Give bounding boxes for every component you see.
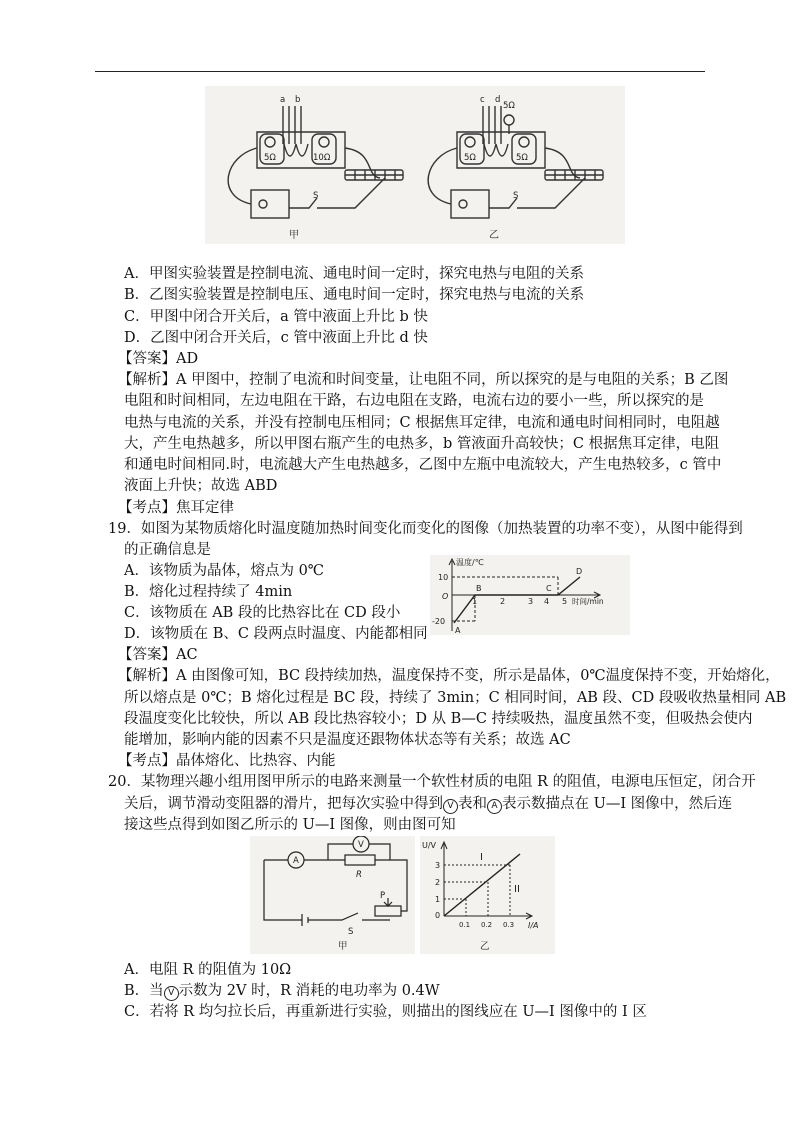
ui-origin: 0 (435, 911, 441, 920)
q18-analysis-line: 液面上升快；故选 ABD (124, 478, 278, 494)
melting-point-b: B (476, 584, 482, 593)
left-caption: 甲 (289, 230, 299, 241)
ui-ytick: 3 (435, 861, 441, 870)
circuit-switch-label: S (348, 927, 354, 937)
circuit-ammeter-label: A (293, 856, 299, 866)
ui-region-i: I (480, 852, 483, 863)
q19-analysis-line: 【解析】A 由图像可知，BC 段持续加热，温度保持不变，所示是晶体，0℃温度保持不变，开始熔化， (118, 668, 780, 684)
circuit-diagram (250, 836, 415, 954)
q19-analysis-line: 段温度变化比较快，所以 AB 段比热容较小；D 从 B—C 持续吸热，温度虽然不变，但吸热会使内 (124, 711, 753, 727)
ui-ytick: 1 (435, 895, 441, 904)
melting-xtick: 2 (500, 597, 506, 606)
circuit-slider-label: P (380, 891, 386, 901)
left-r1-label: 5Ω (264, 153, 276, 163)
q18-analysis-line: 大，产生电热越多，所以甲图右瓶产生的电热多，b 管液面升高较快；C 根据焦耳定律，电阻 (124, 436, 720, 452)
q18-analysis-line: 【解析】A 甲图中，控制了电流和时间变量，让电阻不同，所以探究的是与电阻的关系；B 乙图 (118, 372, 729, 388)
q19-option-b: B．熔化过程持续了 4min (124, 584, 293, 600)
melting-xtick: 1 (472, 597, 478, 606)
q18-option-d: D．乙图中闭合开关后，c 管中液面上升比 d 快 (124, 330, 428, 346)
q20-stem-part: 表示数描点在 U—I 图像中，然后连 (502, 796, 733, 812)
right-caption: 乙 (489, 230, 499, 241)
q19-analysis-line: 所以熔点是 0℃；B 熔化过程是 BC 段，持续了 3min；C 相同时间，AB 段、CD 段吸收热量相同 AB (124, 690, 787, 706)
ui-xlabel: I/A (528, 921, 539, 930)
tube-label-d: d (495, 95, 501, 105)
q19-point: 【考点】晶体熔化、比热容、内能 (118, 753, 336, 769)
q19-stem: 的正确信息是 (124, 542, 211, 558)
melting-xtick: 4 (544, 597, 550, 606)
melting-point-d: D (576, 567, 583, 576)
q19-option-d: D．该物质在 B、C 段两点时温度、内能都相同 (124, 626, 428, 642)
q18-option-c: C．甲图中闭合开关后，a 管中液面上升比 b 快 (124, 309, 428, 325)
ui-ytick: 2 (435, 878, 441, 887)
tube-label-a: a (280, 95, 286, 105)
q20-stem (124, 794, 732, 815)
q19-answer: 【答案】AC (118, 647, 198, 663)
melting-xtick: 5 (562, 597, 568, 606)
melting-point-c: C (546, 584, 552, 593)
tube-label-c: c (480, 95, 485, 105)
q19-analysis-line: 能增加，影响内能的因素不只是温度还跟物体状态等有关系；故选 AC (124, 732, 571, 748)
q20-option-b-part: B．当 (124, 983, 164, 999)
q20-option-a: A．电阻 R 的阻值为 10Ω (124, 962, 292, 978)
circuit-caption: 甲 (338, 941, 348, 952)
right-r1-label: 5Ω (464, 153, 476, 163)
right-r2-label: 5Ω (516, 153, 528, 163)
right-switch-label: S (513, 191, 519, 201)
melting-point-a: A (455, 626, 461, 635)
ui-region-ii: II (514, 884, 520, 895)
melting-graph (430, 555, 630, 635)
q19-option-a: A．该物质为晶体，熔点为 0℃ (124, 563, 325, 579)
q18-option-a: A．甲图实验装置是控制电流、通电时间一定时，探究电热与电阻的关系 (124, 266, 584, 282)
q18-analysis-line: 和通电时间相同.时，电流越大产生电热越多，乙图中左瓶中电流较大，产生电热较多，c 管中 (124, 457, 722, 473)
q20-option-b-part: 示数为 2V 时，R 消耗的电功率为 0.4W (178, 983, 440, 999)
q18-answer: 【答案】AD (118, 351, 199, 367)
q18-option-b: B．乙图实验装置是控制电压、通电时间一定时，探究电热与电流的关系 (124, 287, 585, 303)
ui-xtick: 0.3 (503, 921, 515, 929)
header-rule (95, 71, 705, 72)
melting-origin: O (442, 592, 449, 601)
q19-option-c: C．该物质在 AB 段的比热容比在 CD 段小 (124, 605, 401, 621)
ui-graph (420, 836, 555, 954)
melting-xtick: 3 (528, 597, 534, 606)
q19-stem: 19．如图为某物质熔化时温度随加热时间变化而变化的图像（加热装置的功率不变），从图中能得到 (108, 521, 743, 537)
ui-caption: 乙 (480, 941, 490, 952)
left-r2-label: 10Ω (313, 153, 331, 163)
q18-analysis-line: 电热与电流的关系，并没有控制电压相同；C 根据焦耳定律，电流和通电时间相同时，电阻越 (124, 415, 720, 431)
voltmeter-symbol: V (164, 986, 179, 1001)
circuit-voltmeter-label: V (358, 840, 364, 850)
joule-apparatus-figure (205, 86, 625, 244)
ui-ylabel: U/V (422, 841, 437, 850)
melting-ytick: -20 (432, 617, 446, 626)
left-switch-label: S (313, 191, 319, 201)
melting-ylabel: 温度/℃ (456, 558, 484, 567)
extra-resistor-label: 5Ω (503, 101, 515, 111)
ammeter-symbol: A (487, 799, 502, 814)
q20-stem: 20．某物理兴趣小组用图甲所示的电路来测量一个软性材质的电阻 R 的阻值，电源电压恒定，闭合开 (108, 774, 756, 790)
q20-stem: 接这些点得到如图乙所示的 U—I 图像，则由图可知 (124, 817, 456, 833)
circuit-resistor-label: R (356, 870, 362, 880)
q18-point: 【考点】焦耳定律 (118, 500, 234, 516)
q20-stem-part: 表和 (458, 796, 487, 812)
q18-analysis-line: 电阻和时间相同，左边电阻在干路，右边电阻在支路，电流右边的要小一些，所以探究的是 (124, 393, 704, 409)
ui-xtick: 0.1 (459, 921, 471, 929)
tube-label-b: b (295, 95, 301, 105)
voltmeter-symbol: V (443, 799, 458, 814)
q20-option-b (124, 981, 440, 1002)
ui-xtick: 0.2 (481, 921, 493, 929)
melting-ytick: 10 (438, 573, 449, 582)
q20-option-c: C．若将 R 均匀拉长后，再重新进行实验，则描出的图线应在 U—I 图像中的 I 区 (124, 1004, 647, 1020)
melting-xlabel: 时间/min (572, 597, 604, 606)
q20-stem-part: 关后，调节滑动变阻器的滑片，把每次实验中得到 (124, 796, 443, 812)
